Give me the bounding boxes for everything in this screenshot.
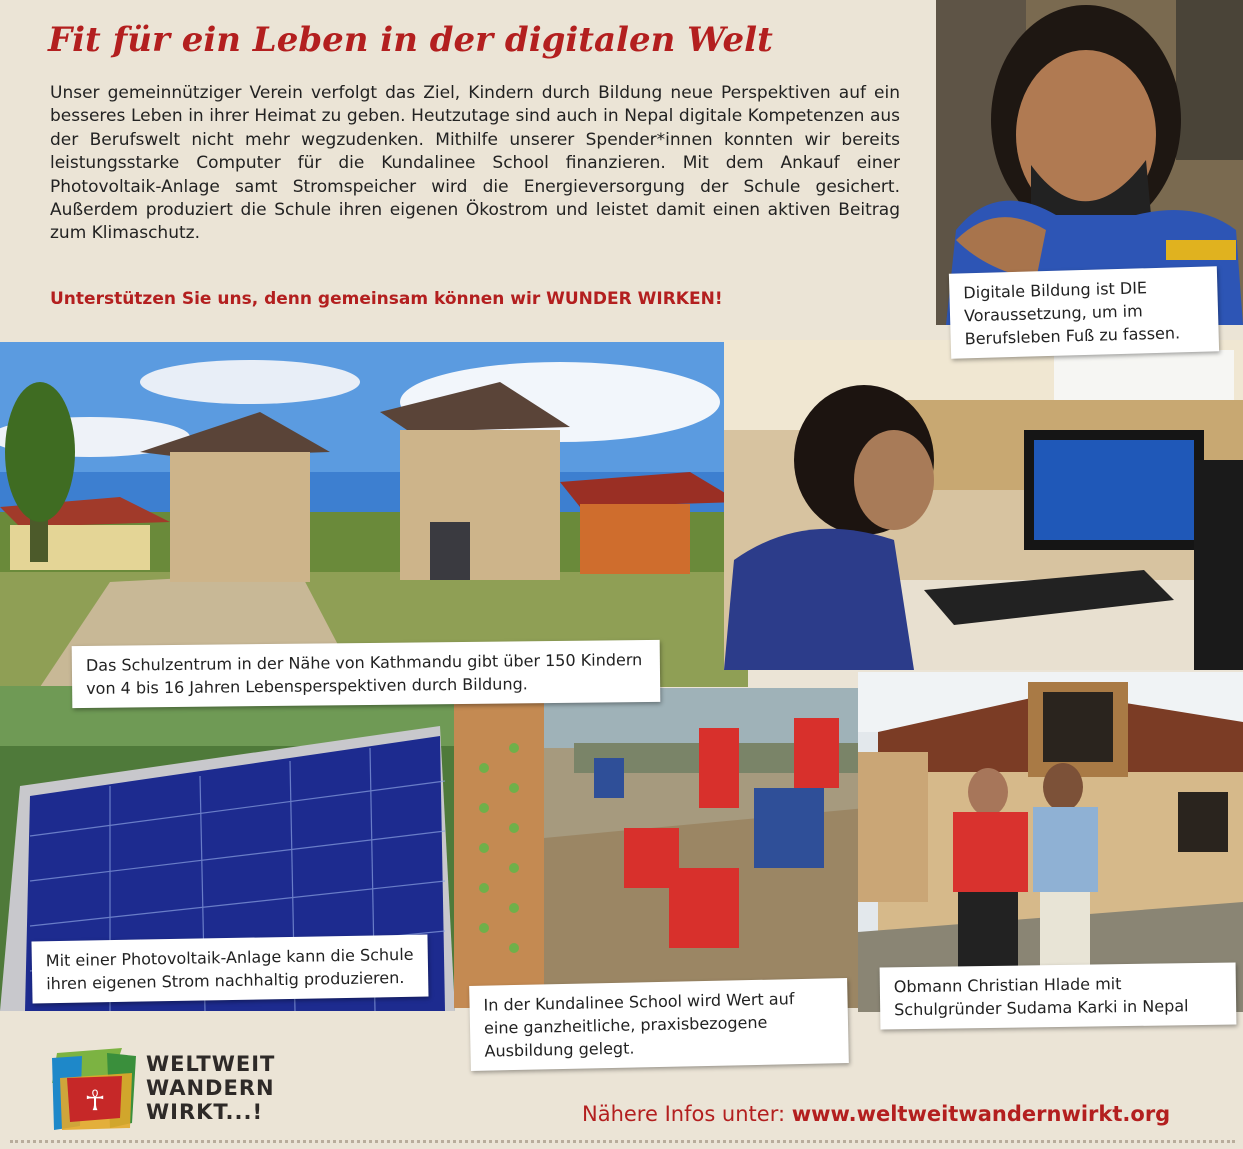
photo-founders bbox=[858, 672, 1243, 1012]
dotted-divider bbox=[10, 1140, 1235, 1143]
caption-founders: Obmann Christian Hlade mit Schulgründer Sudama Karki in Nepal bbox=[880, 963, 1237, 1030]
logo-line-2: WANDERN bbox=[146, 1076, 275, 1100]
logo-line-1: WELTWEIT bbox=[146, 1052, 276, 1076]
caption-garden: In der Kundalinee School wird Wert auf eine ganzheitliche, praxisbezogene Ausbildung gelegt. bbox=[469, 978, 849, 1071]
logo-text bbox=[146, 1052, 275, 1124]
footer-url-link[interactable]: www.weltweitwandernwirkt.org bbox=[791, 1102, 1171, 1126]
footer-info bbox=[582, 1102, 1170, 1126]
caption-school: Das Schulzentrum in der Nähe von Kathmandu gibt über 150 Kindern von 4 bis 16 Jahren Lebensperspektiven durch Bildung. bbox=[72, 640, 661, 708]
call-to-action: Unterstützen Sie uns, denn gemeinsam können wir WUNDER WIRKEN! bbox=[50, 289, 723, 309]
photo-computer-class bbox=[724, 340, 1243, 670]
photo-school-buildings bbox=[0, 342, 748, 687]
photo-garden-work bbox=[454, 688, 866, 1008]
logo-line-3: WIRKT...! bbox=[146, 1100, 264, 1124]
intro-paragraph: Unser gemeinnütziger Verein verfolgt das Ziel, Kindern durch Bildung neue Perspektiven auf ein besseres Leben in ihrer Heimat zu geben. Heutzutage sind auch in Nepal digitale Kompetenzen aus der Berufswelt nicht mehr wegzudenken. Mithilfe unserer Spender*innen konnten wir bereits leistungsstarke Computer für die Kundalinee School finanzieren. Mit dem Ankauf einer Photovoltaik-Anlage samt Stromspeicher wird die Energieversorgung der Schule gesichert. Außerdem produziert die Schule ihren eigenen Ökostrom und leistet damit einen aktiven Beitrag zum Klimaschutz. bbox=[50, 83, 900, 244]
svg-text:☥: ☥ bbox=[84, 1084, 106, 1117]
page-title: Fit für ein Leben in der digitalen Welt bbox=[48, 20, 773, 60]
footer-label: Nähere Infos unter: bbox=[582, 1102, 786, 1126]
caption-girl: Digitale Bildung ist DIE Voraussetzung, um im Berufsleben Fuß zu fassen. bbox=[949, 266, 1219, 358]
logo-mark bbox=[52, 1048, 136, 1130]
caption-solar: Mit einer Photovoltaik-Anlage kann die Schule ihren eigenen Strom nachhaltig produzieren. bbox=[31, 935, 428, 1004]
